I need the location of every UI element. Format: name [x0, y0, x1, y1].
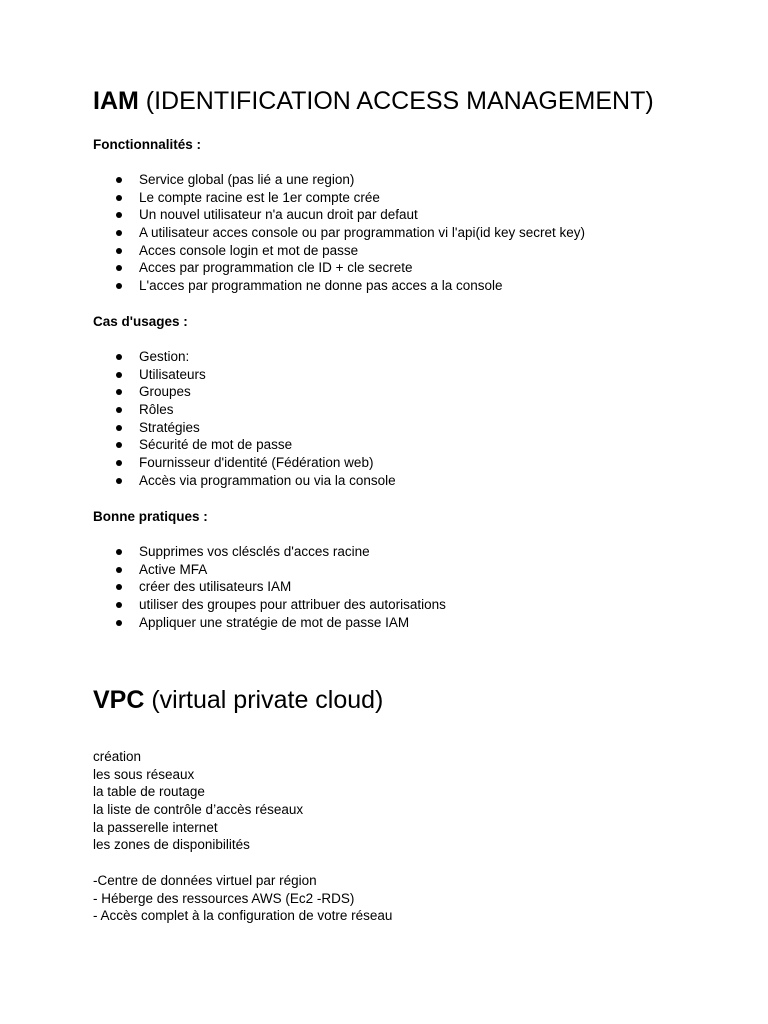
vpc-notes-list [93, 872, 392, 925]
bullet-icon [116, 283, 122, 289]
list-item-text: Gestion: [139, 349, 190, 364]
list-item-text: Stratégies [139, 419, 200, 435]
bullet-icon [116, 389, 122, 395]
practices-heading: Bonne pratiques : [93, 509, 208, 524]
list-item-text: Accès via programmation ou via la console [139, 472, 396, 488]
bullet-icon [116, 478, 122, 484]
iam-title-acronym: IAM [93, 87, 139, 115]
text-line: -Centre de données virtuel par région [93, 873, 317, 888]
list-item-text: L'acces par programmation ne donne pas acces a la console [139, 278, 503, 294]
list-item-text: Groupes [139, 384, 191, 400]
bullet-icon [116, 230, 122, 236]
list-item-text: Utilisateurs [139, 366, 206, 382]
list-item-text: Un nouvel utilisateur n'a aucun droit par defaut [139, 207, 418, 223]
vpc-components-list [93, 748, 303, 854]
text-line: les zones de disponibilités [93, 837, 250, 853]
bullet-icon [116, 372, 122, 378]
list-item-text: Rôles [139, 402, 174, 418]
list-item-text: créer des utilisateurs IAM [139, 579, 292, 595]
iam-title [93, 86, 654, 116]
bullet-icon [116, 584, 122, 590]
list-item-text: Sécurité de mot de passe [139, 437, 293, 453]
list-item-text: Acces console login et mot de passe [139, 242, 359, 258]
vpc-title-expansion: (virtual private cloud) [144, 686, 384, 714]
text-line: - Accès complet à la configuration de votre réseau [93, 908, 393, 924]
bullet-icon [116, 425, 122, 431]
bullet-icon [116, 212, 122, 218]
list-item-text: Supprimes vos clésclés d'acces racine [139, 544, 370, 559]
list-item-text: Active MFA [139, 561, 208, 577]
text-line: - Héberge des ressources AWS (Ec2 -RDS) [93, 890, 355, 906]
bullet-icon [116, 442, 122, 448]
text-line: la passerelle internet [93, 819, 218, 835]
list-item-text: Fournisseur d'identité (Fédération web) [139, 455, 374, 471]
bullet-icon [116, 407, 122, 413]
list-item-text: A utilisateur acces console ou par programmation vi l'api(id key secret key) [139, 225, 586, 241]
features-heading: Fonctionnalités : [93, 137, 201, 152]
bullet-icon [116, 248, 122, 254]
list-item-text: Le compte racine est le 1er compte crée [139, 189, 380, 205]
vpc-title [93, 685, 383, 715]
bullet-icon [116, 354, 122, 360]
text-line: les sous réseaux [93, 766, 195, 782]
bullet-icon [116, 195, 122, 201]
bullet-icon [116, 602, 122, 608]
usecases-heading: Cas d'usages : [93, 314, 188, 329]
bullet-icon [116, 177, 122, 183]
bullet-icon [116, 460, 122, 466]
text-line: la liste de contrôle d’accès réseaux [93, 802, 304, 818]
vpc-title-acronym: VPC [93, 686, 145, 714]
iam-title-expansion: (IDENTIFICATION ACCESS MANAGEMENT) [138, 87, 654, 115]
text-line: la table de routage [93, 784, 205, 800]
bullet-icon [116, 549, 122, 555]
text-line: création [93, 749, 142, 764]
bullet-icon [116, 265, 122, 271]
list-item-text: Service global (pas lié a une region) [139, 172, 355, 187]
list-item-text: Appliquer une stratégie de mot de passe IAM [139, 614, 410, 630]
list-item-text: Acces par programmation cle ID + cle secrete [139, 260, 413, 276]
list-item-text: utiliser des groupes pour attribuer des autorisations [139, 597, 446, 613]
bullet-icon [116, 620, 122, 626]
bullet-icon [116, 567, 122, 573]
